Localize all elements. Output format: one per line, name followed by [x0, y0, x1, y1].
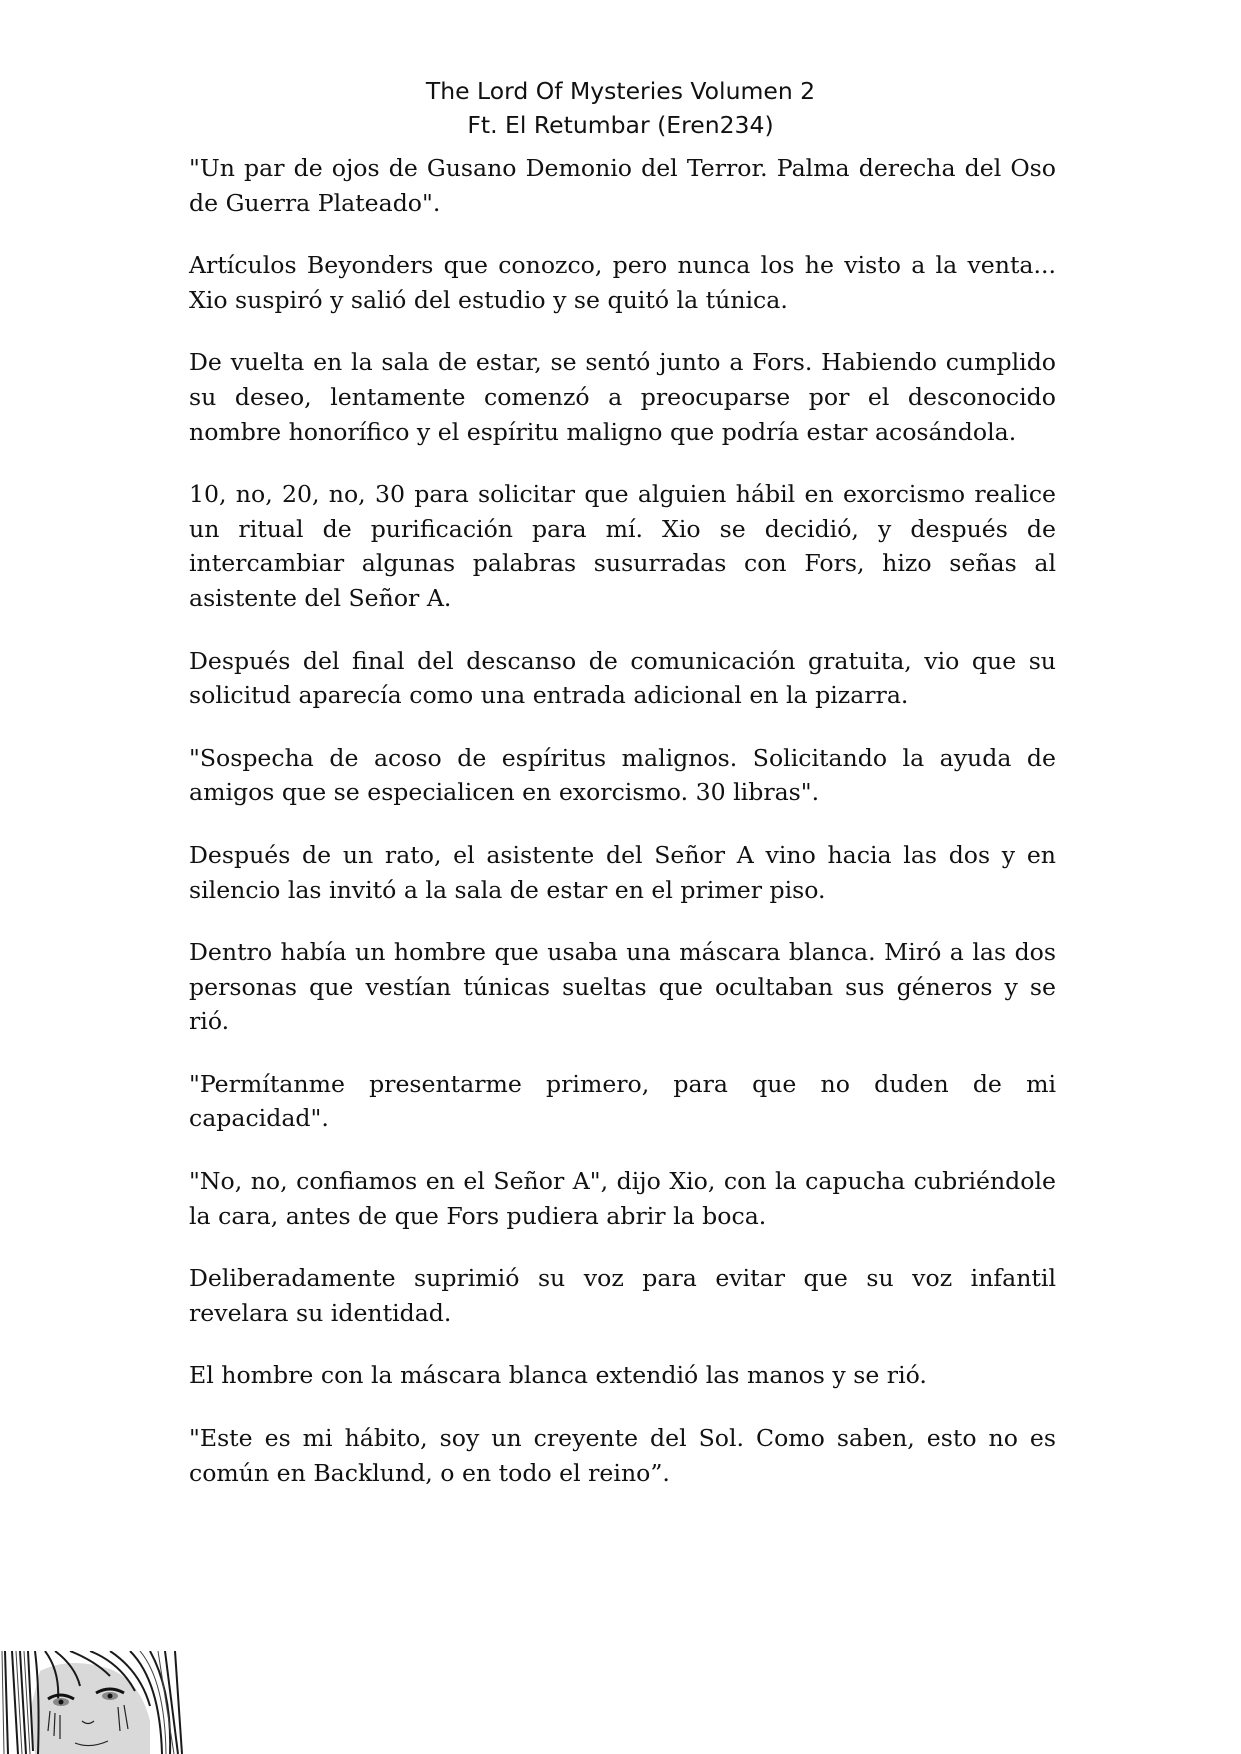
body-text	[189, 151, 1056, 1518]
paragraph: Deliberadamente suprimió su voz para evitar que su voz infantil revelara su identidad.	[189, 1264, 1056, 1327]
paragraph: 10, no, 20, no, 30 para solicitar que alguien hábil en exorcismo realice un ritual de purificación para mí. Xio se decidió, y después de intercambiar algunas palabras susurradas con Fors, hizo señas al asistente del Señor A.	[189, 480, 1056, 612]
paragraph: Después del final del descanso de comunicación gratuita, vio que su solicitud aparecía como una entrada adicional en la pizarra.	[189, 646, 1056, 710]
paragraph: "Permítanme presentarme primero, para que no duden de mi capacidad".	[189, 1069, 1056, 1133]
paragraph: De vuelta en la sala de estar, se sentó junto a Fors. Habiendo cumplido su deseo, lentamente comenzó a preocuparse por el desconocido nombre honorífico y el espíritu maligno que podría estar acosándola.	[189, 348, 1056, 446]
paragraph: "Un par de ojos de Gusano Demonio del Terror. Palma derecha del Oso de Guerra Plateado".	[189, 154, 1056, 217]
paragraph: Artículos Beyonders que conozco, pero nunca los he visto a la venta... Xio suspiró y salió del estudio y se quitó la túnica.	[189, 251, 1056, 314]
paragraph: "Sospecha de acoso de espíritus malignos. Solicitando la ayuda de amigos que se especialicen en exorcismo. 30 libras".	[189, 743, 1056, 807]
header-subtitle: Ft. El Retumbar (Eren234)	[467, 111, 774, 139]
paragraph: Después de un rato, el asistente del Señor A vino hacia las dos y en silencio las invitó a la sala de estar en el primer piso.	[189, 840, 1056, 904]
paragraph: "No, no, confiamos en el Señor A", dijo Xio, con la capucha cubriéndole la cara, antes de que Fors pudiera abrir la boca.	[189, 1167, 1056, 1230]
paragraph: El hombre con la máscara blanca extendió las manos y se rió.	[189, 1361, 927, 1390]
header-title: The Lord Of Mysteries Volumen 2	[425, 77, 816, 105]
paragraph: "Este es mi hábito, soy un creyente del Sol. Como saben, esto no es común en Backlund, o en todo el reino”.	[189, 1424, 1056, 1487]
paragraph: Dentro había un hombre que usaba una máscara blanca. Miró a las dos personas que vestían túnicas sueltas que ocultaban sus géneros y se rió.	[189, 938, 1056, 1036]
page-header	[0, 74, 1241, 142]
manga-portrait-image	[0, 1651, 183, 1754]
